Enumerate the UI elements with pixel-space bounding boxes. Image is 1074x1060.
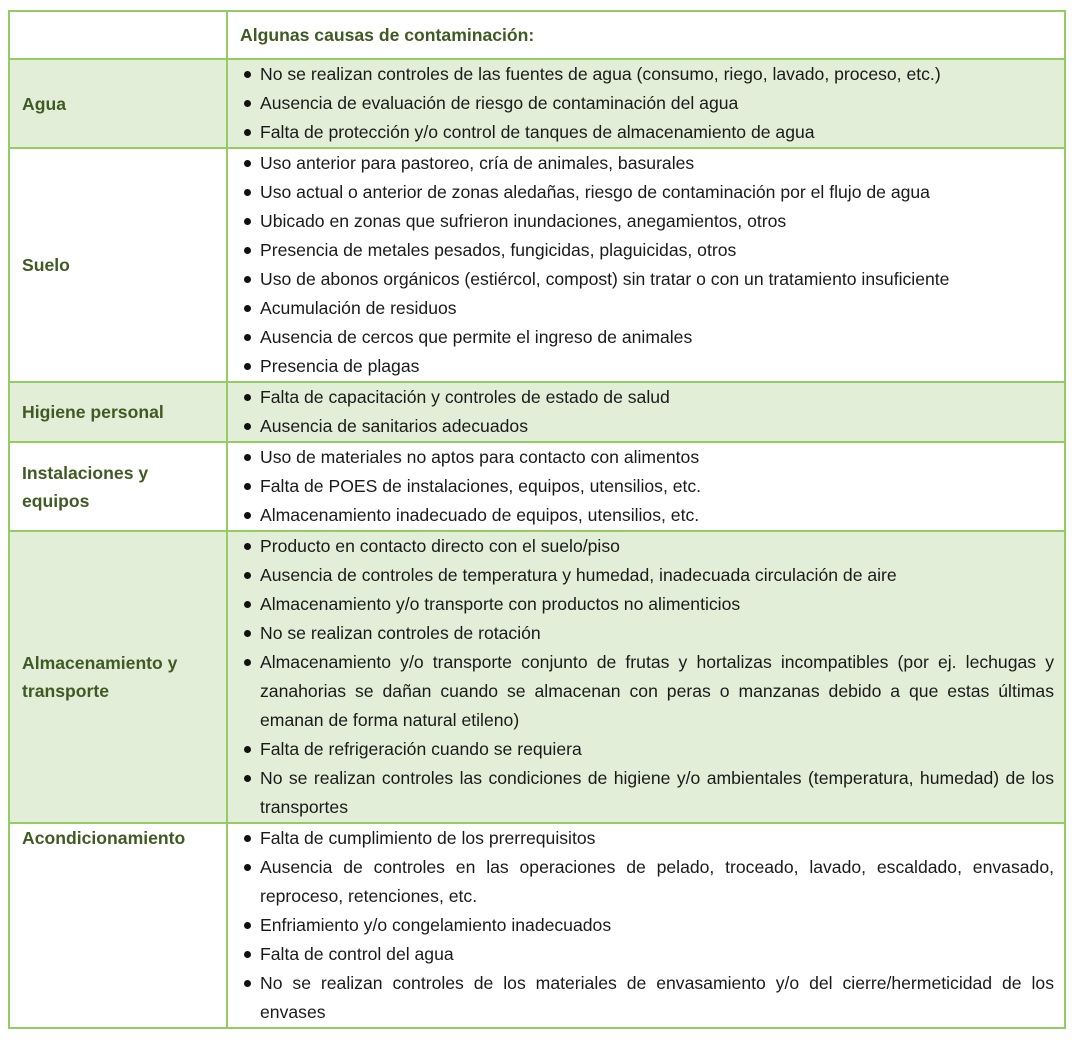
bullet-icon [244, 247, 251, 254]
bullet-icon [244, 512, 251, 519]
list-item: Ausencia de evaluación de riesgo de contaminación del agua [240, 89, 1054, 118]
bullet-icon [244, 775, 251, 782]
bullet-icon [244, 835, 251, 842]
list-item: Falta de control del agua [240, 940, 1054, 969]
bullet-icon [244, 305, 251, 312]
list-item: Producto en contacto directo con el suelo/piso [240, 532, 1054, 561]
list-item: Uso de materiales no aptos para contacto con alimentos [240, 443, 1054, 472]
causes-cell [227, 59, 1065, 148]
list-item: Falta de POES de instalaciones, equipos, utensilios, etc. [240, 472, 1054, 501]
bullet-icon [244, 100, 251, 107]
list-item: Almacenamiento y/o transporte conjunto de frutas y hortalizas incompatibles (por ej. lechugas y zanahorias se dañan cuando se almacenan con peras o manzanas debido a que estas últimas emanan de forma natural etileno) [240, 648, 1054, 735]
list-item: Falta de cumplimiento de los prerrequisitos [240, 824, 1054, 853]
contamination-causes-table [8, 10, 1066, 1029]
list-item: Uso anterior para pastoreo, cría de animales, basurales [240, 149, 1054, 178]
bullet-icon [244, 160, 251, 167]
bullet-icon [244, 394, 251, 401]
causes-list [240, 383, 1054, 441]
bullet-icon [244, 659, 251, 666]
list-item: No se realizan controles de rotación [240, 619, 1054, 648]
list-item: No se realizan controles de las fuentes de agua (consumo, riego, lavado, proceso, etc.) [240, 60, 1054, 89]
causes-cell [227, 823, 1065, 1028]
bullet-icon [244, 363, 251, 370]
bullet-icon [244, 864, 251, 871]
bullet-icon [244, 922, 251, 929]
causes-list [240, 824, 1054, 1027]
list-item: Acumulación de residuos [240, 294, 1054, 323]
list-item: Almacenamiento y/o transporte con productos no alimenticios [240, 590, 1054, 619]
list-item: Ausencia de controles de temperatura y humedad, inadecuada circulación de aire [240, 561, 1054, 590]
causes-cell [227, 531, 1065, 823]
bullet-icon [244, 218, 251, 225]
category-label: Agua [9, 59, 227, 148]
bullet-icon [244, 71, 251, 78]
list-item: Ausencia de cercos que permite el ingreso de animales [240, 323, 1054, 352]
table-row-agua [9, 59, 1065, 148]
list-item: Enfriamiento y/o congelamiento inadecuados [240, 911, 1054, 940]
list-item: Falta de capacitación y controles de estado de salud [240, 383, 1054, 412]
causes-list [240, 149, 1054, 381]
bullet-icon [244, 423, 251, 430]
list-item: Presencia de metales pesados, fungicidas, plaguicidas, otros [240, 236, 1054, 265]
category-label: Acondicionamiento [9, 823, 227, 1028]
bullet-icon [244, 129, 251, 136]
category-label: Almacenamiento y transporte [9, 531, 227, 823]
bullet-icon [244, 630, 251, 637]
category-label: Higiene personal [9, 382, 227, 442]
table-header-row [9, 11, 1065, 59]
list-item: Ausencia de controles en las operaciones de pelado, troceado, lavado, escaldado, envasado, reproceso, retenciones, etc. [240, 853, 1054, 911]
bullet-icon [244, 746, 251, 753]
causes-list [240, 443, 1054, 530]
causes-cell [227, 442, 1065, 531]
header-title: Algunas causas de contaminación: [227, 11, 1065, 59]
list-item: Ubicado en zonas que sufrieron inundaciones, anegamientos, otros [240, 207, 1054, 236]
list-item: Falta de protección y/o control de tanques de almacenamiento de agua [240, 118, 1054, 147]
table-row-suelo [9, 148, 1065, 382]
bullet-icon [244, 189, 251, 196]
bullet-icon [244, 276, 251, 283]
table-row-acondicionamiento [9, 823, 1065, 1028]
bullet-icon [244, 601, 251, 608]
table-row-higiene-personal [9, 382, 1065, 442]
category-label: Instalaciones y equipos [9, 442, 227, 531]
causes-list [240, 532, 1054, 822]
list-item: Uso de abonos orgánicos (estiércol, compost) sin tratar o con un tratamiento insuficiente [240, 265, 1054, 294]
list-item: No se realizan controles de los materiales de envasamiento y/o del cierre/hermeticidad de los envases [240, 969, 1054, 1027]
bullet-icon [244, 454, 251, 461]
bullet-icon [244, 572, 251, 579]
bullet-icon [244, 483, 251, 490]
bullet-icon [244, 951, 251, 958]
bullet-icon [244, 543, 251, 550]
table-row-almacenamiento-transporte [9, 531, 1065, 823]
category-label: Suelo [9, 148, 227, 382]
list-item: Ausencia de sanitarios adecuados [240, 412, 1054, 441]
causes-cell [227, 148, 1065, 382]
bullet-icon [244, 334, 251, 341]
header-corner-cell [9, 11, 227, 59]
list-item: Presencia de plagas [240, 352, 1054, 381]
list-item: Almacenamiento inadecuado de equipos, utensilios, etc. [240, 501, 1054, 530]
list-item: Falta de refrigeración cuando se requiera [240, 735, 1054, 764]
list-item: No se realizan controles las condiciones de higiene y/o ambientales (temperatura, humedad) de los transportes [240, 764, 1054, 822]
list-item: Uso actual o anterior de zonas aledañas, riesgo de contaminación por el flujo de agua [240, 178, 1054, 207]
table-row-instalaciones-equipos [9, 442, 1065, 531]
causes-cell [227, 382, 1065, 442]
bullet-icon [244, 980, 251, 987]
causes-list [240, 60, 1054, 147]
